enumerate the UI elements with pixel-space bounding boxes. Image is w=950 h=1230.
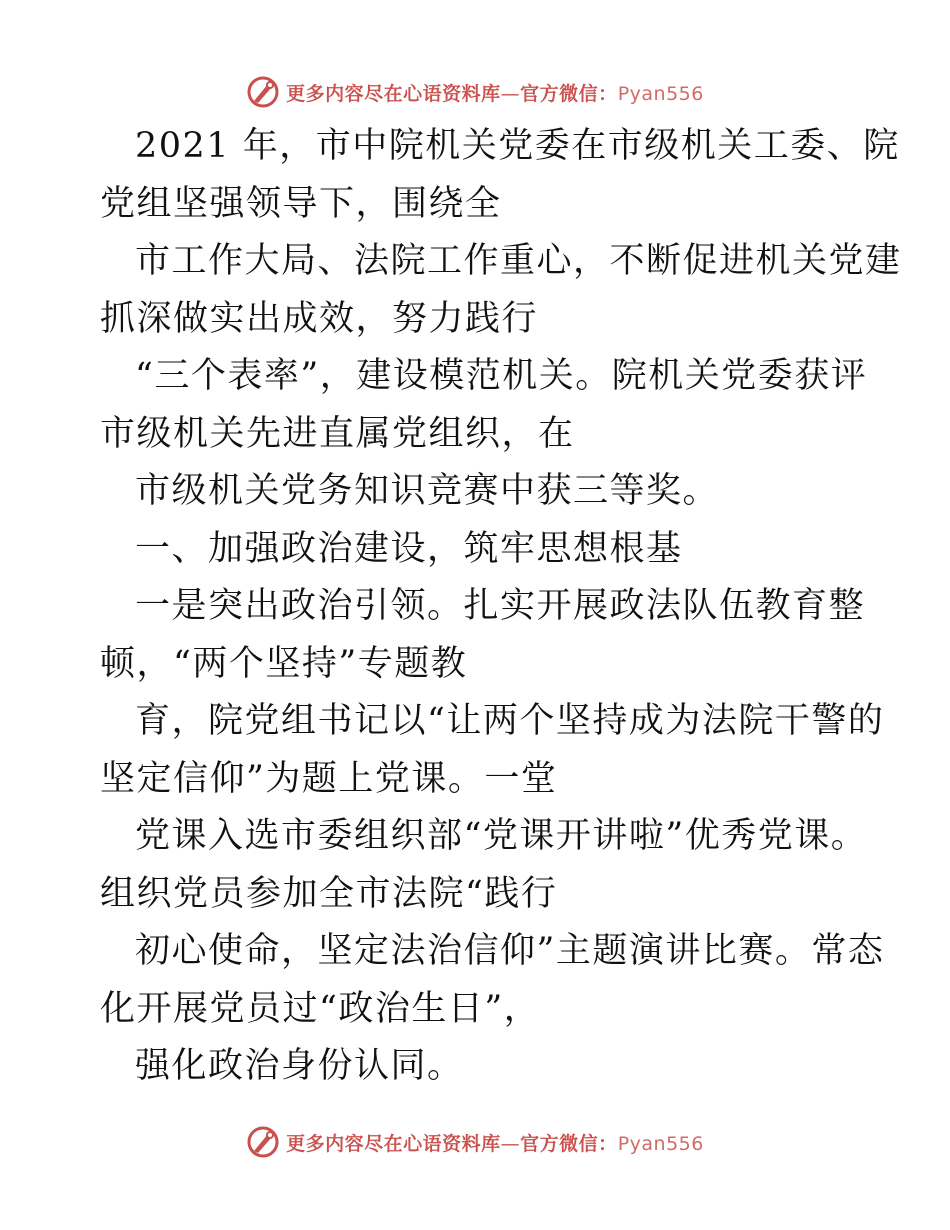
text-line: 化开展党员过“政治生日”， (100, 988, 541, 1029)
text-line: 坚定信仰”为题上党课。一堂 (100, 758, 558, 799)
text-line: 市级机关先进直属党组织，在 (100, 413, 575, 454)
text-line: 党组坚强领导下，围绕全 (100, 183, 502, 224)
text-line: 2021 年，市中院机关党委在市级机关工委、院 (135, 126, 900, 166)
text-line: 一是突出政治引领。扎实开展政法队伍教育整 (135, 586, 866, 626)
text-line: 党课入选市委组织部“党课开讲啦”优秀党课。 (135, 816, 868, 856)
text-line: 初心使命，坚定法治信仰”主题演讲比赛。常态 (135, 931, 885, 971)
header-watermark (0, 72, 950, 112)
text-line: 顿，“两个坚持”专题教 (100, 643, 468, 684)
text-line: 一、加强政治建设，筑牢思想根基 (135, 528, 683, 569)
pen-logo-icon (246, 1125, 280, 1159)
watermark-text: 更多内容尽在心语资料库—官方微信：Pyan556 (286, 82, 704, 105)
text-line: 育，院党组书记以“让两个坚持成为法院干警的 (135, 701, 885, 741)
pen-logo-icon (246, 75, 280, 109)
text-line: 组织党员参加全市法院“践行 (100, 873, 558, 914)
text-line: 抓深做实出成效，努力践行 (100, 298, 539, 339)
watermark-text: 更多内容尽在心语资料库—官方微信：Pyan556 (286, 1132, 704, 1155)
text-line: 市工作大局、法院工作重心，不断促进机关党建 (135, 241, 902, 281)
text-line: 强化政治身份认同。 (135, 1046, 464, 1086)
footer-watermark (0, 1122, 950, 1162)
text-line: “三个表率”，建设模范机关。院机关党委获评 (135, 356, 868, 396)
text-line: 市级机关党务知识竞赛中获三等奖。 (135, 471, 720, 511)
document-body (100, 118, 902, 1096)
